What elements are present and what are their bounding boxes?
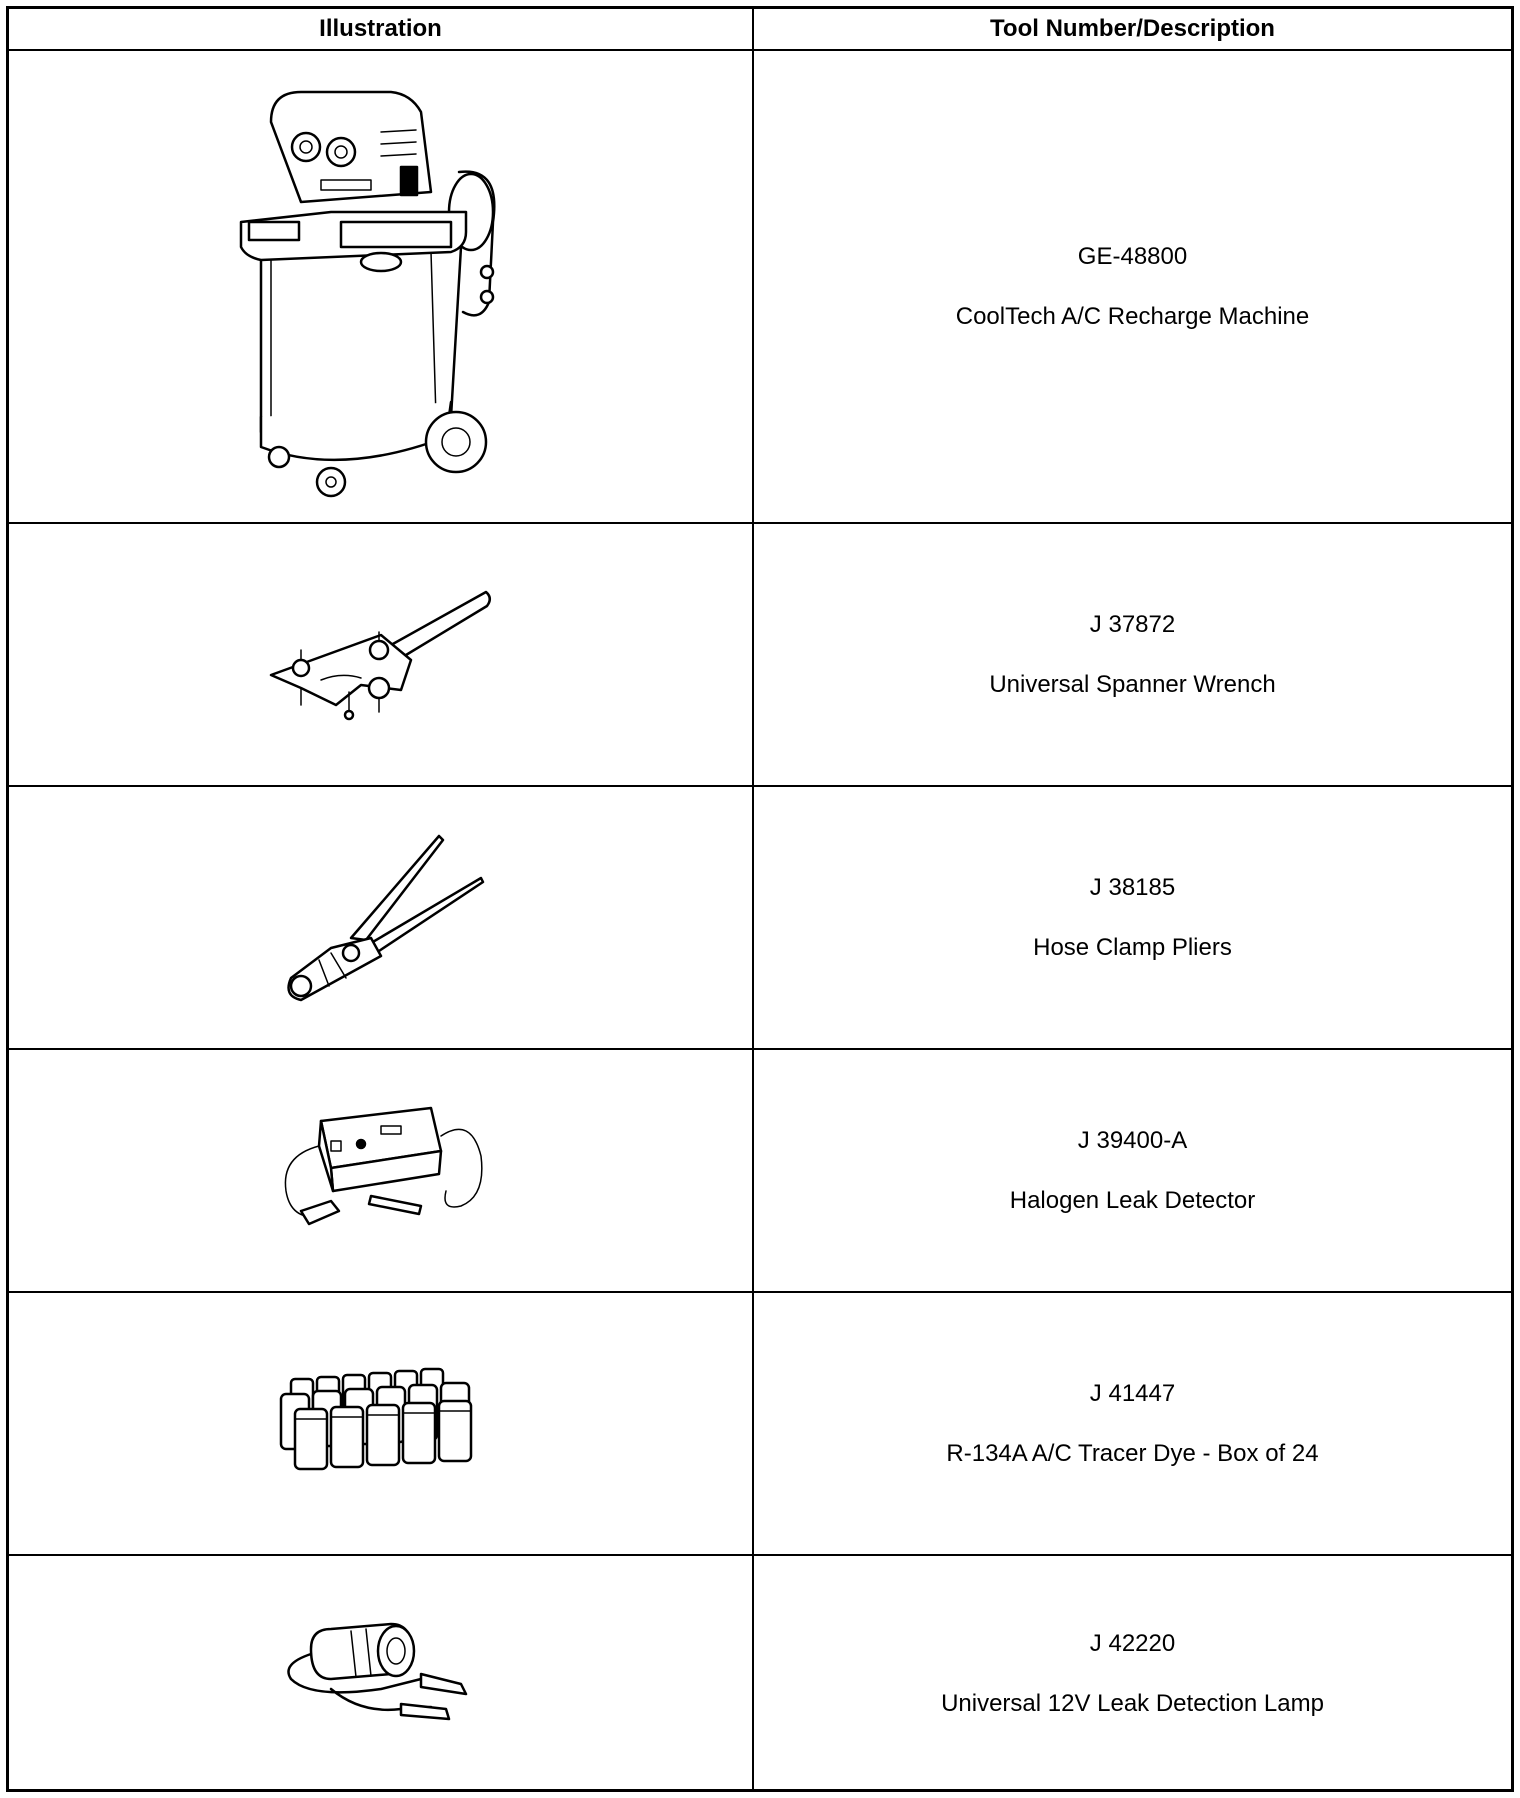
tool-description: R-134A A/C Tracer Dye - Box of 24: [946, 1439, 1319, 1467]
tool-description-cell: [754, 1050, 1511, 1293]
tool-number: GE-48800: [1077, 242, 1188, 270]
spanner-wrench-icon: [261, 580, 501, 730]
tool-number: J 42220: [1089, 1630, 1176, 1657]
tool-description: CoolTech A/C Recharge Machine: [955, 302, 1310, 330]
tool-description-cell: [754, 787, 1511, 1050]
tool-description-cell: [754, 524, 1511, 787]
recharge-machine-icon: [231, 72, 531, 502]
tool-description: Universal Spanner Wrench: [989, 670, 1276, 698]
tool-description: Hose Clamp Pliers: [1033, 933, 1232, 961]
illustration-cell: [9, 787, 754, 1050]
hose-clamp-pliers-icon: [271, 828, 491, 1008]
tool-description: Halogen Leak Detector: [1009, 1186, 1256, 1214]
illustration-cell: [9, 1050, 754, 1293]
tool-number: J 41447: [1089, 1379, 1176, 1407]
tool-description-cell: [754, 1556, 1511, 1792]
leak-detector-icon: [271, 1096, 491, 1246]
illustration-cell: [9, 1293, 754, 1556]
tool-description-cell: [754, 1293, 1511, 1556]
illustration-cell: [9, 1556, 754, 1792]
tool-number: J 37872: [1089, 610, 1176, 638]
tool-description-cell: [754, 51, 1511, 524]
tool-number: J 39400-A: [1077, 1126, 1188, 1154]
header-tool-description: Tool Number/Description: [754, 9, 1511, 51]
illustration-cell: [9, 524, 754, 787]
header-illustration: Illustration: [9, 9, 754, 51]
tool-number: J 38185: [1089, 873, 1176, 901]
tool-description: Universal 12V Leak Detection Lamp: [941, 1690, 1324, 1717]
leak-detection-lamp-icon: [271, 1619, 491, 1729]
tool-table: [6, 6, 1514, 1792]
tracer-dye-box-icon: [271, 1369, 491, 1479]
illustration-cell: [9, 51, 754, 524]
